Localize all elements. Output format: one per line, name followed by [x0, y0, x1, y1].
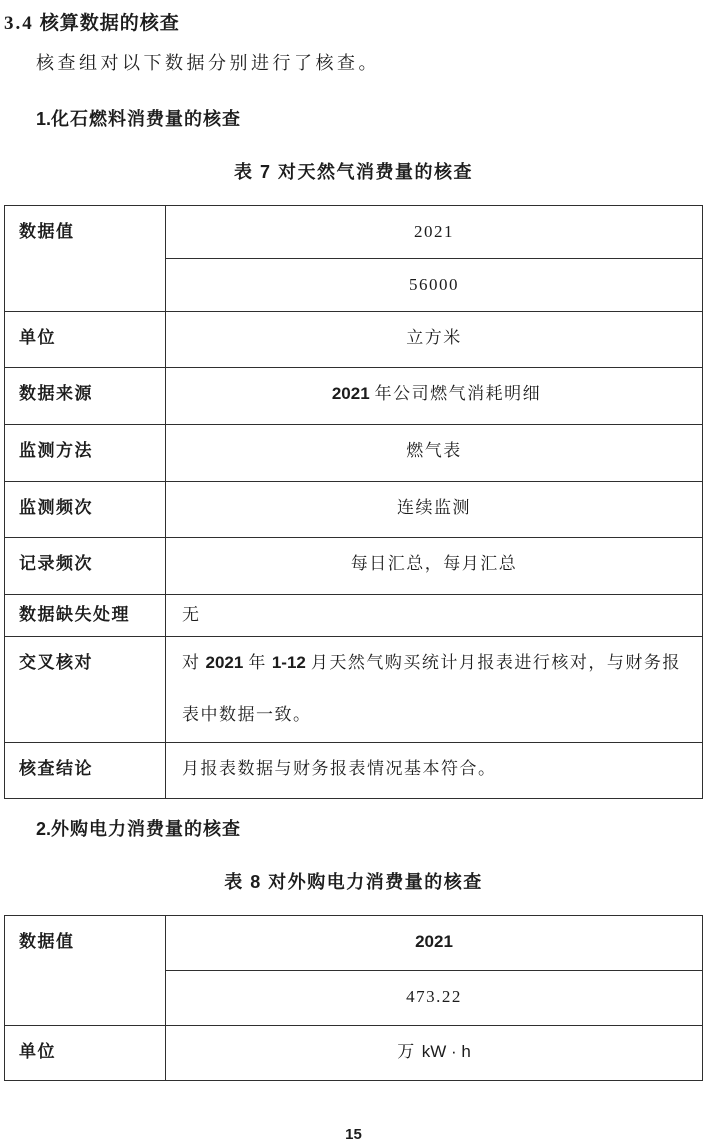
- heading-text: 核算数据的核查: [39, 13, 180, 34]
- table-row: [5, 425, 703, 482]
- table-row: [5, 637, 703, 743]
- table-row: [5, 312, 703, 368]
- cell-value-monitor-freq: 连续监测: [166, 482, 703, 538]
- cell-label-data-source: 数据来源: [5, 368, 166, 425]
- table-row: [5, 743, 703, 799]
- data-source-year: 2021: [331, 384, 370, 403]
- table8-purchased-electricity-verification: [4, 915, 703, 1081]
- table-row: [5, 368, 703, 425]
- subsection-2-text: 外购电力消费量的核查: [51, 819, 242, 839]
- cell-label-unit: 单位: [5, 1026, 166, 1081]
- cell-label-cross-check: 交叉核对: [5, 637, 166, 743]
- cell-value-amount: 473.22: [166, 971, 703, 1026]
- cell-label-monitor-freq: 监测频次: [5, 482, 166, 538]
- unit-en: kW · h: [421, 1042, 471, 1061]
- subsection-2-number: 2.: [36, 819, 52, 839]
- cell-label-data-value: 数据值: [5, 206, 166, 312]
- cell-value-unit: [166, 1026, 703, 1081]
- subsection-1-number: 1.: [36, 109, 52, 129]
- subsection-1-heading: [36, 105, 703, 131]
- table-row: [5, 206, 703, 259]
- table-row: [5, 595, 703, 637]
- cell-value-data-source: [166, 368, 703, 425]
- table7-title: 表 7 对天然气消费量的核查: [233, 162, 473, 182]
- table8-title: 表 8 对外购电力消费量的核查: [224, 872, 483, 892]
- cross-check-part2: 年: [248, 653, 267, 672]
- cell-value-amount: 56000: [166, 259, 703, 312]
- data-source-text: 年公司燃气消耗明细: [374, 384, 542, 403]
- cell-value-monitor-method: 燃气表: [166, 425, 703, 482]
- cross-check-part3: 月天然气购买统计月报表进行核对，与财务报表中数据一致。: [182, 653, 681, 724]
- table-row: [5, 482, 703, 538]
- cross-check-year: 2021: [205, 653, 244, 672]
- cell-value-year: [166, 916, 703, 971]
- subsection-2-heading: [36, 815, 703, 841]
- table8-year: 2021: [415, 932, 453, 951]
- cell-value-missing-data: 无: [166, 595, 703, 637]
- cell-value-unit: 立方米: [166, 312, 703, 368]
- section-heading-3-4: [4, 8, 703, 35]
- cell-value-cross-check: [166, 637, 703, 743]
- subsection-1-text: 化石燃料消费量的核查: [51, 109, 242, 129]
- cell-label-monitor-method: 监测方法: [5, 425, 166, 482]
- cell-label-conclusion: 核查结论: [5, 743, 166, 799]
- cell-value-conclusion: 月报表数据与财务报表情况基本符合。: [166, 743, 703, 799]
- heading-number: 3.4: [4, 13, 34, 34]
- document-page: [0, 8, 707, 1143]
- cell-label-missing-data: 数据缺失处理: [5, 595, 166, 637]
- cross-check-part1: 对: [182, 653, 201, 672]
- table-row: [5, 1026, 703, 1081]
- table-row: [5, 538, 703, 595]
- unit-cn: 万: [397, 1042, 416, 1061]
- cell-value-year: 2021: [166, 206, 703, 259]
- cell-label-record-freq: 记录频次: [5, 538, 166, 595]
- cell-value-record-freq: 每日汇总，每月汇总: [166, 538, 703, 595]
- table7-natural-gas-verification: [4, 205, 703, 799]
- table-row: [5, 916, 703, 971]
- cell-label-data-value: 数据值: [5, 916, 166, 1026]
- intro-paragraph: 核查组对以下数据分别进行了核查。: [36, 53, 380, 73]
- cross-check-months: 1-12: [271, 653, 306, 672]
- cell-label-unit: 单位: [5, 312, 166, 368]
- page-number: 15: [345, 1126, 362, 1143]
